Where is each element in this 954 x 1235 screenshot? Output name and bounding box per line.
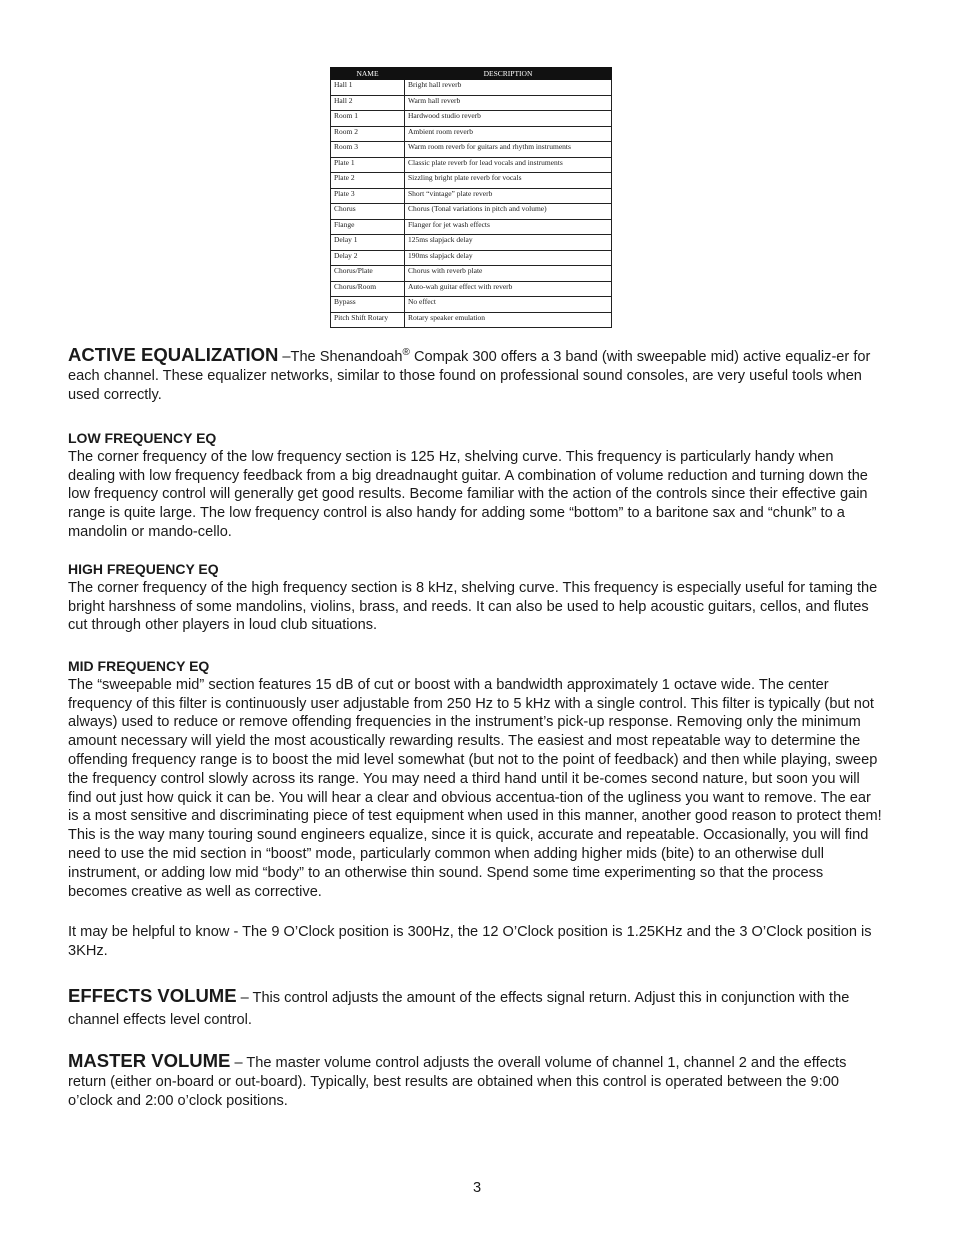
effect-name-cell: Hall 2 bbox=[331, 95, 405, 111]
page-number: 3 bbox=[472, 1180, 482, 1196]
table-row bbox=[331, 219, 612, 235]
master-volume-body: The master volume control adjusts the overall volume of channel 1, channel 2 and the effects return (either on-board or out-board). Typically, best results are obtained when this control is operated between the 9:00 o’clock and 2:00 o’clock positions. bbox=[68, 1055, 847, 1109]
table-row bbox=[331, 157, 612, 173]
effect-name-cell: Chorus/Plate bbox=[331, 266, 405, 282]
effects-volume-body: This control adjusts the amount of the effects signal return. Adjust this in conjunction with the channel effects level control. bbox=[68, 990, 850, 1028]
table-row bbox=[331, 80, 612, 96]
effect-description-cell: No effect bbox=[405, 297, 612, 313]
effect-description-cell: Chorus (Tonal variations in pitch and volume) bbox=[405, 204, 612, 220]
table-row bbox=[331, 111, 612, 127]
master-volume-section bbox=[68, 1052, 884, 1110]
effects-volume-section bbox=[68, 985, 884, 1031]
effect-description-cell: Warm room reverb for guitars and rhythm instruments bbox=[405, 142, 612, 158]
table-row bbox=[331, 142, 612, 158]
effects-table-body bbox=[331, 80, 612, 328]
effect-name-cell: Delay 1 bbox=[331, 235, 405, 251]
effect-description-cell: 125ms slapjack delay bbox=[405, 235, 612, 251]
effect-name-cell: Pitch Shift Rotary bbox=[331, 312, 405, 328]
effect-description-cell: Short “vintage” plate reverb bbox=[405, 188, 612, 204]
active-eq-text-a: The Shenandoah bbox=[290, 349, 403, 365]
effect-description-cell: Warm hall reverb bbox=[405, 95, 612, 111]
registered-mark: ® bbox=[402, 347, 410, 359]
table-row bbox=[331, 312, 612, 328]
effect-description-cell: Hardwood studio reverb bbox=[405, 111, 612, 127]
effect-description-cell: Sizzling bright plate reverb for vocals bbox=[405, 173, 612, 189]
effect-name-cell: Delay 2 bbox=[331, 250, 405, 266]
effect-description-cell: Classic plate reverb for lead vocals and instruments bbox=[405, 157, 612, 173]
effects-table bbox=[330, 67, 612, 328]
effect-description-cell: Chorus with reverb plate bbox=[405, 266, 612, 282]
high-eq-body: The corner frequency of the high frequency section is 8 kHz, shelving curve. This frequency is especially useful for taming the bright harshness of some mandolins, violins, brass, and reeds. It can also be used to help acoustic guitars, cellos, and flutes cut through other players in loud club situations. bbox=[68, 579, 878, 634]
active-eq-section bbox=[68, 346, 884, 404]
table-row bbox=[331, 281, 612, 297]
header-name: NAME bbox=[331, 68, 405, 80]
effect-name-cell: Room 2 bbox=[331, 126, 405, 142]
table-row bbox=[331, 266, 612, 282]
effect-description-cell: 190ms slapjack delay bbox=[405, 250, 612, 266]
effect-name-cell: Room 3 bbox=[331, 142, 405, 158]
low-eq-body: The corner frequency of the low frequency section is 125 Hz, shelving curve. This frequency is particularly handy when dealing with low frequency feedback from a big dreadnaught guitar. A combination of volume reduction and turning down the low frequency control will generally get good results. Become familiar with the action of the controls since their effective gain range is quite large. The low frequency control is also handy for adding some “bottom” to a baritone sax and “chunk” to a mandolin or mando-cello. bbox=[68, 448, 868, 540]
effects-volume-dash: – bbox=[236, 990, 253, 1006]
active-eq-text-b: Compak 300 offers a 3 band (with sweepable mid) active equaliz-er for each channel. These equalizer networks, similar to those found on professional sound consoles, are very useful tools when used correctly. bbox=[68, 349, 871, 403]
active-eq-dash: – bbox=[278, 349, 291, 365]
mid-eq-note: It may be helpful to know - The 9 O’Clock position is 300Hz, the 12 O’Clock position is 1.25KHz and the 3 O’Clock position is 3KHz. bbox=[68, 924, 872, 959]
mid-eq-section bbox=[68, 657, 884, 901]
effect-description-cell: Auto-wah guitar effect with reverb bbox=[405, 281, 612, 297]
low-eq-heading: LOW FREQUENCY EQ bbox=[68, 430, 217, 446]
effect-description-cell: Rotary speaker emulation bbox=[405, 312, 612, 328]
effect-name-cell: Room 1 bbox=[331, 111, 405, 127]
effect-name-cell: Hall 1 bbox=[331, 80, 405, 96]
high-eq-heading: HIGH FREQUENCY EQ bbox=[68, 561, 219, 577]
mid-eq-body: The “sweepable mid” section features 15 dB of cut or boost with a bandwidth approximately 1 octave wide. The center frequency of this filter is continuously user adjustable from 250 Hz to 5 kHz with a single control. This filter is typically (but not always) used to reduce or remove offending frequencies in the instrument’s pick-up response. Removing only the minimum amount necessary will yield the most acoustically rewarding results. The easiest and most repeatable way to determine the offending frequency range is to boost the mid level somewhat (but not to the point of feedback) and then while playing, sweep the frequency control slowly across its range. You may need a third hand until it be-comes second nature, but soon you will find out just how quick it can be. You will hear a clear and obvious accentua-tion of the ugliness you want to remove. The ear is a most sensitive and discriminating piece of test equipment when used in this manner, another good reason to protect them! This is the way many touring sound engineers equalize, since it is quick, accurate and repeatable. Occasionally, you will find need to use the mid section in “boost” mode, particularly common when adding higher mids (bite) to an otherwise dull instrument, or adding low mid “body” to an otherwise thin sound. Spend some time experimenting so that the process becomes creative as well as corrective. bbox=[68, 676, 882, 900]
effect-name-cell: Plate 2 bbox=[331, 173, 405, 189]
table-row bbox=[331, 126, 612, 142]
high-eq-section bbox=[68, 560, 884, 635]
effect-description-cell: Bright hall reverb bbox=[405, 80, 612, 96]
effect-name-cell: Chorus/Room bbox=[331, 281, 405, 297]
effect-name-cell: Plate 1 bbox=[331, 157, 405, 173]
table-row bbox=[331, 173, 612, 189]
effect-name-cell: Bypass bbox=[331, 297, 405, 313]
table-row bbox=[331, 235, 612, 251]
effect-name-cell: Plate 3 bbox=[331, 188, 405, 204]
low-eq-section bbox=[68, 429, 884, 542]
mid-eq-heading: MID FREQUENCY EQ bbox=[68, 658, 210, 674]
table-row bbox=[331, 250, 612, 266]
master-volume-dash: – bbox=[230, 1055, 247, 1071]
table-header-row bbox=[331, 68, 612, 80]
active-eq-title: ACTIVE EQUALIZATION bbox=[68, 344, 279, 365]
header-description: DESCRIPTION bbox=[405, 68, 612, 80]
master-volume-title: MASTER VOLUME bbox=[68, 1050, 231, 1071]
effect-description-cell: Flanger for jet wash effects bbox=[405, 219, 612, 235]
effect-name-cell: Chorus bbox=[331, 204, 405, 220]
effect-name-cell: Flange bbox=[331, 219, 405, 235]
table-row bbox=[331, 188, 612, 204]
table-row bbox=[331, 297, 612, 313]
table-row bbox=[331, 95, 612, 111]
effects-volume-title: EFFECTS VOLUME bbox=[68, 985, 237, 1006]
table-row bbox=[331, 204, 612, 220]
effect-description-cell: Ambient room reverb bbox=[405, 126, 612, 142]
